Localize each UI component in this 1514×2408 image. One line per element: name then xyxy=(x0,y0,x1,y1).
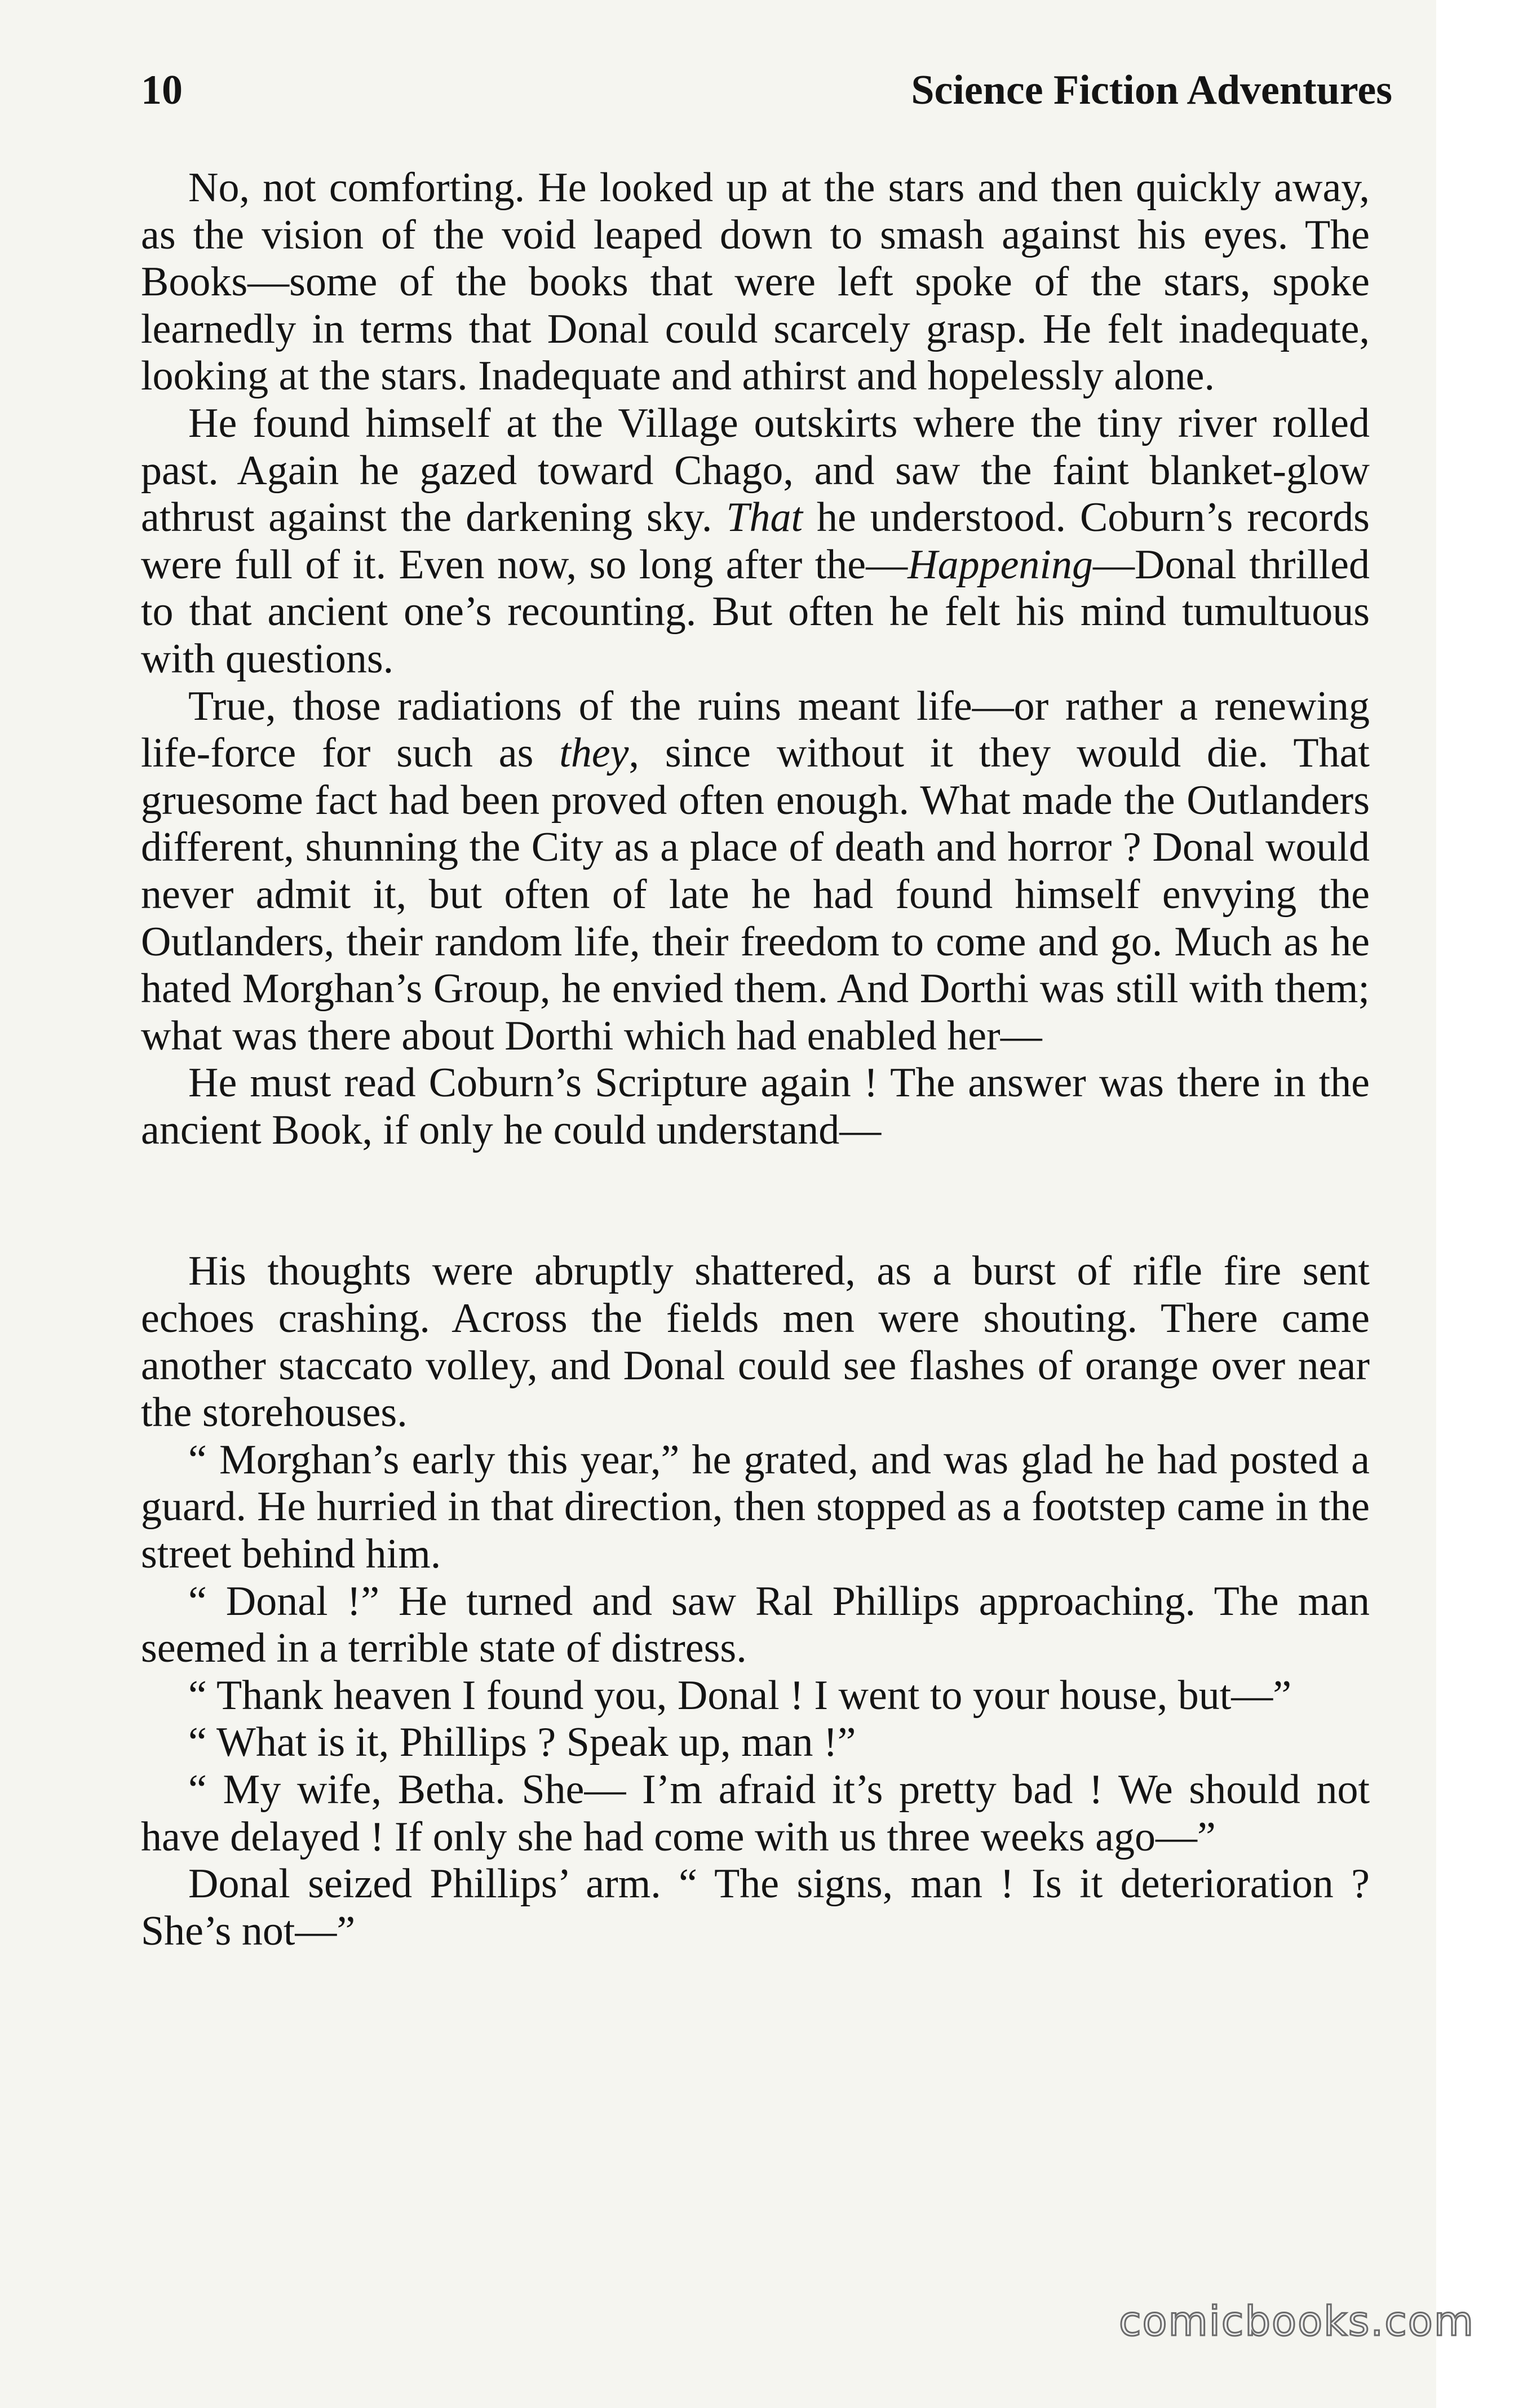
paragraph-text: , since without it they would die. That gruesome fact had been proved often enough. What made the Outlanders different, shunning the City as a place of death and horror ? Donal would never admit it, but often of late he had found himself envying the Outlanders, their random life, their freedom to come and go. Much as he hated Morghan’s Group, he envied them. And Dorthi was still with them; what was there about Dorthi which had enabled her— xyxy=(141,730,1370,1059)
paragraph: His thoughts were abruptly shattered, as a burst of rifle fire sent echoes crashing. Across the fields men were shouting. There came another staccato volley, and Donal could see flashes of orange over near the storehouses. xyxy=(141,1248,1370,1436)
paragraph: “ Donal !” He turned and saw Ral Phillips approaching. The man seemed in a terrible state of distress. xyxy=(141,1578,1370,1672)
paragraph-text: True, those radiations of the ruins meant life—or rather a renewing life-force for such as xyxy=(141,683,1370,777)
scan-margin xyxy=(1436,0,1514,2408)
paragraph: Donal seized Phillips’ arm. “ The signs, man ! Is it deterioration ? She’s not—” xyxy=(141,1861,1370,1954)
paragraph xyxy=(141,683,1370,1060)
magazine-title: Science Fiction Adventures xyxy=(911,67,1392,113)
paragraph xyxy=(141,400,1370,683)
paragraph-text: —Donal thrilled to that ancient one’s recounting. But often he felt his mind tumultuous with questions. xyxy=(141,541,1370,682)
emphasis-text: they xyxy=(559,730,629,777)
paragraph: “ Morghan’s early this year,” he grated, and was glad he had posted a guard. He hurried in that direction, then stopped as a footstep came in the street behind him. xyxy=(141,1436,1370,1578)
paragraph: No, not comforting. He looked up at the stars and then quickly away, as the vision of the void leaped down to smash against his eyes. The Books—some of the books that were left spoke of the stars, spoke learnedly in terms that Donal could scarcely grasp. He felt inadequate, looking at the stars. Inadequate and athirst and hopelessly alone. xyxy=(141,165,1370,400)
paragraph-text: he understood. Coburn’s records were full of it. Even now, so long after the— xyxy=(141,494,1370,588)
body-text xyxy=(141,165,1370,1955)
paragraph: “ What is it, Phillips ? Speak up, man !” xyxy=(188,1719,856,1766)
paragraph: “ Thank heaven I found you, Donal ! I went to your house, but—” xyxy=(188,1672,1292,1719)
page-number: 10 xyxy=(141,67,183,113)
running-head xyxy=(141,67,1392,123)
paragraph: He must read Coburn’s Scripture again ! The answer was there in the ancient Book, if only he could understand— xyxy=(141,1060,1370,1153)
watermark-text: comicbooks.com xyxy=(1118,2298,1475,2345)
section-break xyxy=(141,1154,1370,1248)
emphasis-text: Happening xyxy=(907,541,1093,588)
paragraph-text: He found himself at the Village outskirts where the tiny river rolled past. Again he gazed toward Chago, and saw the faint blanket-glow athrust against the darkening sky. xyxy=(141,400,1370,541)
paragraph: “ My wife, Betha. She— I’m afraid it’s pretty bad ! We should not have delayed ! If only she had come with us three weeks ago—” xyxy=(141,1767,1370,1860)
emphasis-text: That xyxy=(726,494,803,541)
